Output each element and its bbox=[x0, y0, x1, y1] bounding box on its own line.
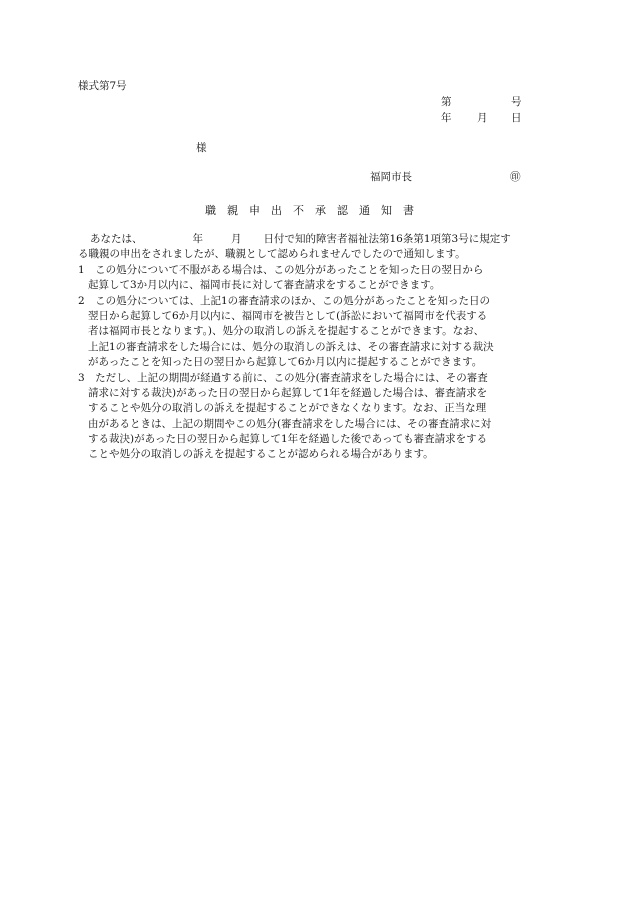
item-3-line-2: 請求に対する裁決)があった日の翌日から起算して1年を経過した場合は、審査請求を bbox=[88, 386, 488, 399]
seal-mark: ㊞ bbox=[510, 171, 521, 183]
intro-line-1 bbox=[78, 232, 522, 247]
document-number-suffix: 号 bbox=[511, 96, 522, 108]
item-2-line-5: があったことを知った日の翌日から起算して6か月以内に提起することができます。 bbox=[88, 356, 483, 369]
item-3-line-3: することや処分の取消しの訴えを提起することができなくなります。なお、正当な理 bbox=[88, 402, 487, 415]
item-1-line-1: 1 この処分について不服がある場合は、この処分があったことを知った日の翌日から bbox=[78, 263, 484, 276]
intro-text-rest: 日付で知的障害者福祉法第16条第1項第3号に規定す bbox=[263, 233, 511, 245]
item-2-line-3: 者は福岡市長となります。)、処分の取消しの訴えを提起することができます。なお、 bbox=[88, 325, 485, 338]
intro-text-start: あなたは、 bbox=[90, 233, 143, 245]
item-3-line-1: 3 ただし、上記の期間が経過する前に、この処分(審査請求をした場合には、その審査 bbox=[78, 371, 488, 384]
item-3-line-5: する裁決)があった日の翌日から起算して1年を経過した後であっても審査請求をする bbox=[88, 433, 488, 446]
item-2-line-4: 上記1の審査請求をした場合には、処分の取消しの訴えは、その審査請求に対する裁決 bbox=[88, 340, 494, 353]
document-number-prefix: 第 bbox=[441, 96, 452, 108]
intro-month-label: 月 bbox=[231, 233, 242, 245]
item-1-line-2: 起算して3か月以内に、福岡市長に対して審査請求をすることができます。 bbox=[88, 279, 441, 292]
date-day-label: 日 bbox=[511, 112, 522, 124]
item-2-line-2: 翌日から起算して6か月以内に、福岡市を被告として(訴訟において福岡市を代表する bbox=[88, 309, 488, 322]
item-3-line-4: 由があるときは、上記の期間やこの処分(審査請求をした場合には、その審査請求に対 bbox=[88, 417, 492, 430]
form-number: 様式第7号 bbox=[78, 80, 127, 92]
item-3-line-6: ことや処分の取消しの訴えを提起することが認められる場合があります。 bbox=[88, 448, 434, 461]
item-2-line-1: 2 この処分については、上記1の審査請求のほか、この処分があったことを知った日の bbox=[78, 294, 491, 307]
date-year-label: 年 bbox=[441, 112, 452, 124]
intro-year-label: 年 bbox=[192, 233, 203, 245]
issuer-name: 福岡市長 bbox=[370, 171, 412, 183]
date-month-label: 月 bbox=[477, 112, 488, 124]
intro-line-2: る職親の申出をされましたが、職親として認められませんでしたので通知します。 bbox=[78, 248, 466, 261]
document-title: 職親申出不承認通知書 bbox=[205, 204, 425, 217]
document-body bbox=[78, 232, 522, 463]
addressee-honorific: 様 bbox=[196, 142, 207, 154]
